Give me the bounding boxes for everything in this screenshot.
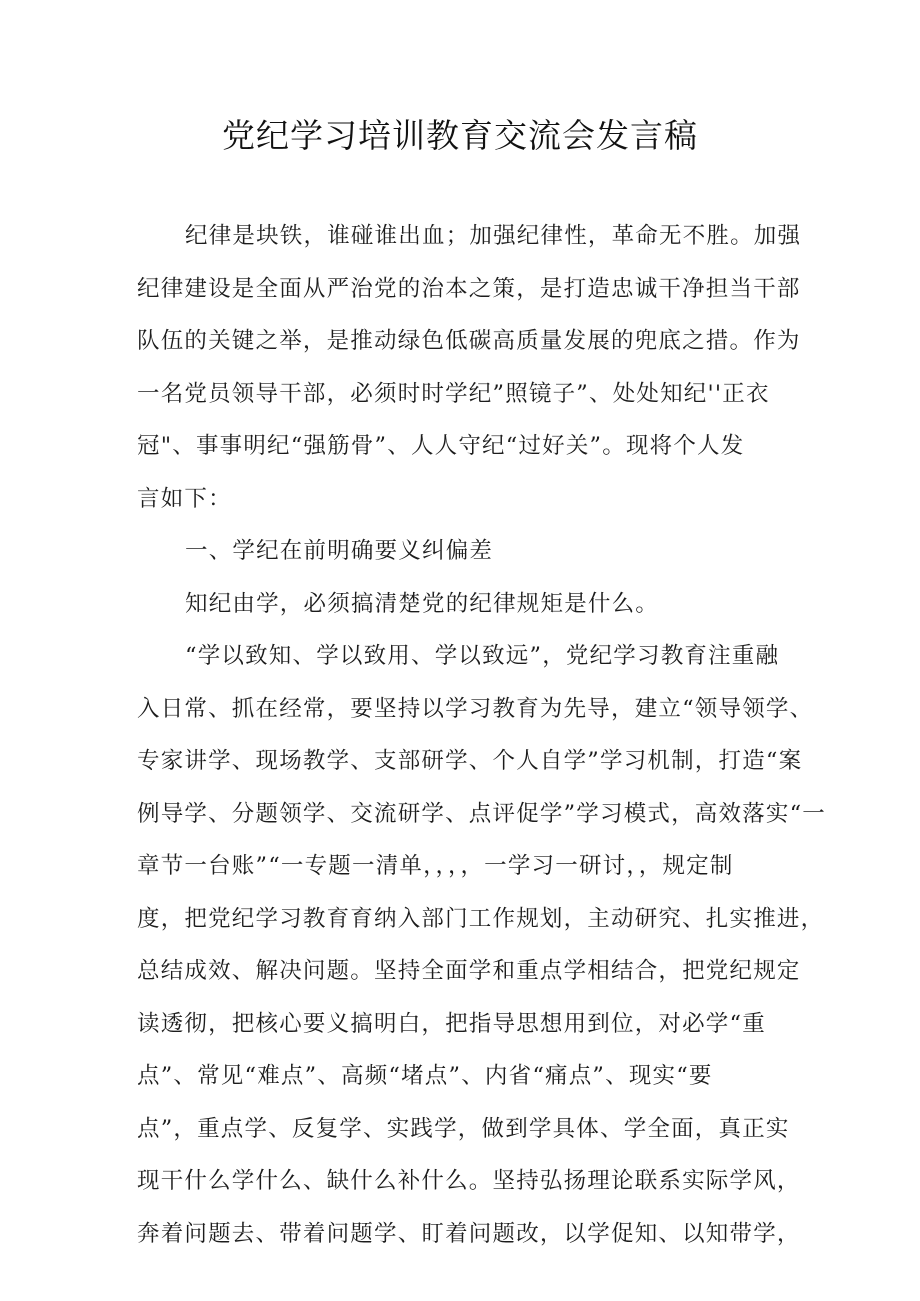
paragraph-line: 冠"、事事明纪“强筋骨”、人人守纪“过好关”。现将个人发 (137, 433, 745, 459)
document-title: 党纪学习培训教育交流会发言稿 (222, 116, 698, 155)
paragraph-line: 度，把党纪学习教育育纳入部门工作规划，主动研究、扎实推进， (137, 905, 825, 932)
paragraph-line: 点”、常见“难点”、高频“堵点”、内省“痛点”、现实“要 (137, 1063, 713, 1089)
paragraph-line: 纪律建设是全面从严治党的治本之策，是打造忠诚干净担当干部 (137, 275, 801, 302)
paragraph-line: 队伍的关键之举，是推动绿色低碳高质量发展的兜底之措。作为 (137, 328, 801, 354)
paragraph-line: 点”，重点学、反复学、实践学，做到学具体、学全面，真正实 (137, 1115, 790, 1142)
paragraph-line: 入日常、抓在经常，要坚持以学习教育为先导，建立“领导领学、 (137, 695, 814, 722)
paragraph-line: 读透彻，把核心要义搞明白，把指导思想用到位，对必学“重 (137, 1010, 766, 1037)
section-heading: 一、学纪在前明确要义纠偏差 (185, 538, 494, 564)
paragraph-line: “学以致知、学以致用、学以致远”，党纪学习教育注重融 (185, 643, 780, 669)
paragraph-line: 言如下： (137, 485, 232, 512)
paragraph-line: 专家讲学、现场教学、支部研学、个人自学”学习机制，打造“案 (137, 748, 803, 774)
paragraph-line: 例导学、分题领学、交流研学、点评促学”学习模式，高效落实“一 (137, 800, 827, 827)
paragraph-line: 现干什么学什么、缺什么补什么。坚持弘扬理论联系实际学风， (137, 1168, 801, 1194)
document-body (137, 210, 827, 1260)
paragraph-line: 章节一台账”“一专题一清单，，，，一学习一研讨，，规定制 (137, 853, 734, 879)
paragraph-line: 纪律是块铁，谁碰谁出血；加强纪律性，革命无不胜。加强 (185, 223, 802, 249)
paragraph-line: 奔着问题去、带着问题学、盯着问题改，以学促知、以知带学， (137, 1220, 801, 1247)
paragraph-line: 知纪由学，必须搞清楚党的纪律规矩是什么。 (185, 590, 660, 617)
paragraph-line: 一名党员领导干部，必须时时学纪”照镜子”、处处知纪''正衣 (137, 380, 770, 407)
paragraph-line: 总结成效、解决问题。坚持全面学和重点学相结合，把党纪规定 (137, 958, 801, 984)
